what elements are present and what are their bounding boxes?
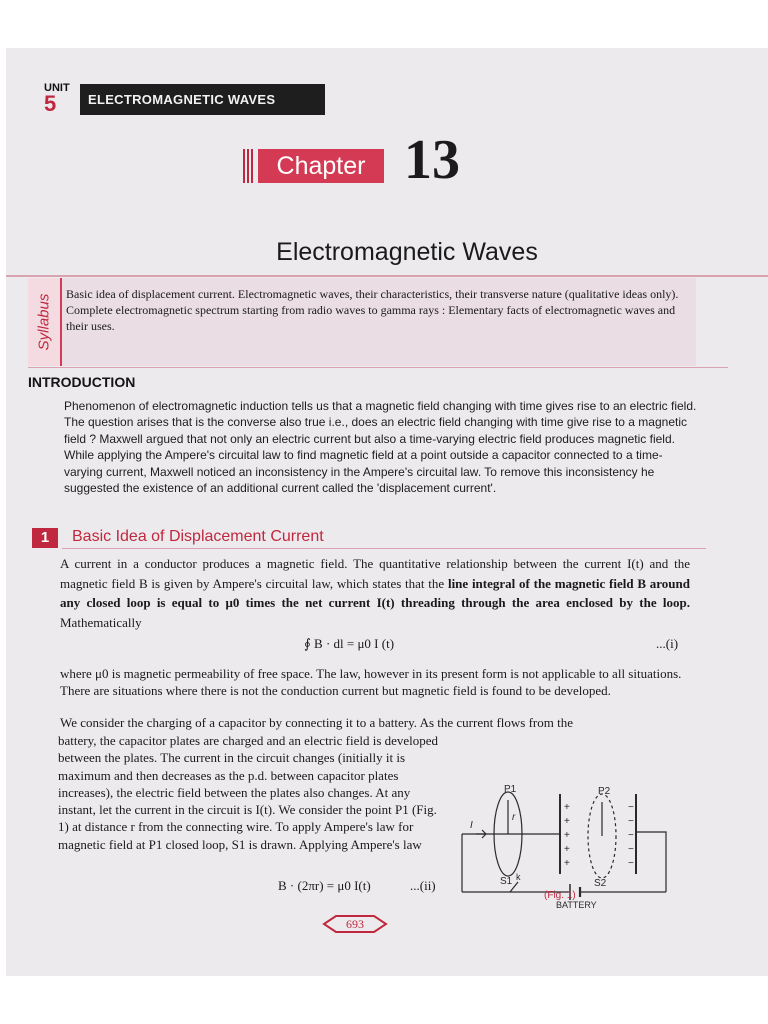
chapter-number: 13 [404,129,460,191]
svg-text:−: − [628,858,634,869]
syllabus-text: Basic idea of displacement current. Electromagnetic waves, their characteristics, their transverse nature (qualitative ideas only). Complete electromagnetic spectrum starting from radio waves to gamma rays : Elementary facts of electromagnetic waves and their uses. [62,278,696,366]
section-number-badge: 1 [32,528,58,548]
section-paragraph-2: where μ0 is magnetic permeability of free space. The law, however in its present form is not applicable to all situations. There are situations where there is not the conduction current but magnetic field is found to be developed. [60,666,682,698]
svg-text:+: + [564,858,570,869]
equation-1: ∮ B · dl = μ0 I (t) [304,636,395,651]
svg-text:+: + [564,830,570,841]
para1-bold-statement: line integral of the magnetic field B around any closed loop is equal to μ0 times the net current I(t) threading through the area enclosed by the loop. [60,575,690,610]
chapter-label: Chapter [258,149,384,183]
syllabus-divider [28,367,728,368]
section-paragraph-3: We consider the charging of a capacitor by connecting it to a battery. As the current flows from the [60,715,573,730]
label-r: r [512,812,516,823]
figure-caption: (Fig. 1) [544,890,576,901]
unit-title-bar: ELECTROMAGNETIC WAVES [80,84,325,115]
right-wire [636,832,666,892]
syllabus-label: Syllabus [35,293,53,351]
label-p1: P1 [504,784,517,795]
para1-text-a: A current in a conductor produces a magnetic field. The quantitative relationship between the current I(t) and the magnetic field B is given by Ampere's circuital law, which states that the [60,556,690,591]
equation-2: B · (2πr) = μ0 I(t) [278,878,371,893]
svg-text:−: − [628,816,634,827]
unit-label: UNIT [44,82,70,94]
battery-label: BATTERY [556,900,597,910]
title-divider [6,275,768,277]
label-current: I [470,820,473,831]
label-s1: S1 [500,876,513,887]
svg-text:+: + [564,816,570,827]
para1-text-b: Mathematically [60,614,142,630]
svg-text:−: − [628,802,634,813]
plus-sign: + [564,802,570,813]
equation-2-number: ...(ii) [410,878,436,893]
page-number: 693 [346,917,364,931]
section-title: Basic Idea of Displacement Current [72,528,324,545]
chapter-stripes [243,149,255,183]
introduction-heading: INTRODUCTION [28,374,136,390]
unit-number: 5 [44,91,57,116]
chapter-title: Electromagnetic Waves [276,238,538,266]
svg-text:−: − [628,830,634,841]
textbook-page [6,48,768,976]
current-arrow [476,830,486,838]
syllabus-tab [28,278,62,366]
label-s2: S2 [594,878,607,889]
section-paragraph-1 [60,554,690,632]
svg-text:−: − [628,844,634,855]
section-paragraph-4: battery, the capacitor plates are charged and an electric field is developed between the plates. The current in the circuit changes (initially it is maximum and then decreases as the p.d. between capacitor plates increases), the electric field between the plates also changes. At any instant, let the current in the circuit is I(t). We consider the point P1 (Fig. 1) at distance r from the connecting wire. To apply Ampere's law for magnetic field at P1 closed loop, S1 is drawn. Applying Ampere's law [58,733,439,852]
introduction-body: Phenomenon of electromagnetic induction tells us that a magnetic field changing with time gives rise to an electric field. The question arises that is the converse also true i.e., does an electric field changing with time give rise to a magnetic field ? Maxwell argued that not only an electric current but also a time-varying electric field produces magnetic field. While applying the Ampere's circuital law to find magnetic field at a point outside a capacitor connected to a time-varying current, Maxwell noticed an inconsistency in the Ampere's circuital law. To remove this inconsistency he suggested the existence of an additional current called the 'displacement current'. [64,399,697,496]
unit-badge [44,82,70,114]
equation-1-number: ...(i) [656,636,679,651]
section-divider [62,548,706,549]
label-p2: P2 [598,786,611,797]
label-k: k [516,872,521,882]
svg-text:+: + [564,844,570,855]
